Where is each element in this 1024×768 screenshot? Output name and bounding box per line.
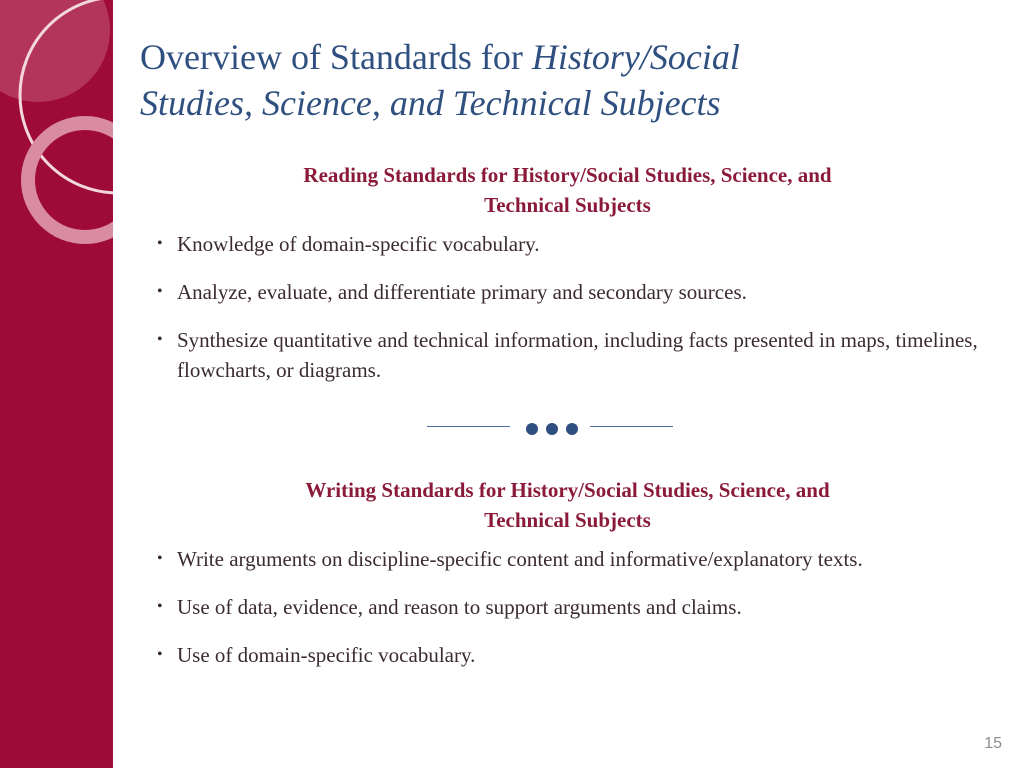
bullet-text: Use of data, evidence, and reason to support arguments and claims. [177,595,742,619]
list-item [155,592,1005,622]
bullet-icon: • [157,235,163,252]
list-item [155,229,1005,259]
ellipsis-dots-icon [526,423,578,435]
writing-standards-heading [160,475,975,535]
reading-bullet-list [155,229,1005,403]
decorative-circles-graphic [0,0,113,768]
writing-bullet-list [155,544,1005,688]
reading-heading-line1: Reading Standards for History/Social Studies, Science, and [303,163,832,187]
slide-page-number: 15 [984,735,1002,752]
slide-title [140,34,980,126]
list-item [155,325,1005,385]
bullet-text: Analyze, evaluate, and differentiate primary and secondary sources. [177,280,747,304]
decorative-large-circle [0,0,110,102]
divider-line-right [590,426,673,427]
title-regular-text: Overview of Standards for [140,37,532,77]
list-item [155,277,1005,307]
bullet-text: Write arguments on discipline-specific content and informative/explanatory texts. [177,547,863,571]
bullet-icon: • [157,283,163,300]
writing-heading-line2: Technical Subjects [484,508,651,532]
bullet-icon: • [157,646,163,663]
section-divider [427,416,677,444]
reading-heading-line2: Technical Subjects [484,193,651,217]
decorative-sidebar [0,0,113,768]
writing-heading-line1: Writing Standards for History/Social Studies, Science, and [305,478,830,502]
bullet-text: Use of domain-specific vocabulary. [177,643,476,667]
title-italic-line2: Studies, Science, and Technical Subjects [140,83,721,123]
dot-icon [566,423,578,435]
bullet-icon: • [157,598,163,615]
dot-icon [526,423,538,435]
dot-icon [546,423,558,435]
bullet-text: Synthesize quantitative and technical information, including facts presented in maps, timelines, flowcharts, or diagrams. [177,328,978,382]
bullet-icon: • [157,550,163,567]
list-item [155,640,1005,670]
bullet-text: Knowledge of domain-specific vocabulary. [177,232,540,256]
reading-standards-heading [160,160,975,220]
list-item [155,544,1005,574]
bullet-icon: • [157,331,163,348]
title-italic-line1: History/Social [531,37,740,77]
divider-line-left [427,426,510,427]
